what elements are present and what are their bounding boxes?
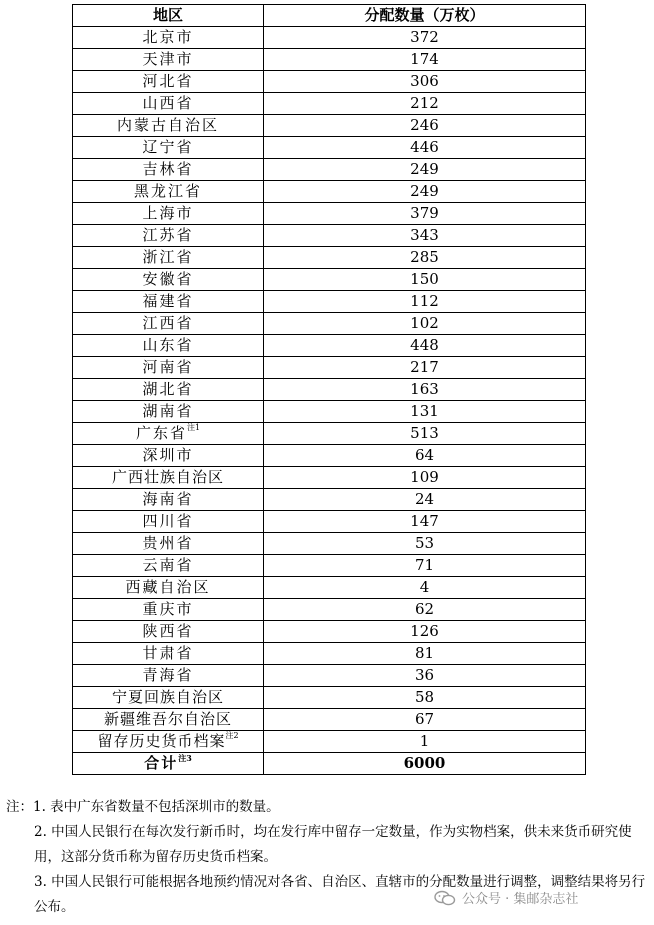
header-region: 地区 — [73, 5, 264, 27]
region-cell — [73, 489, 264, 511]
region-cell — [73, 599, 264, 621]
table-row — [73, 313, 586, 335]
quantity-cell: 109 — [264, 467, 586, 489]
region-cell — [73, 555, 264, 577]
region-name: 新疆维吾尔自治区 — [103, 710, 232, 728]
quantity-cell: 249 — [264, 159, 586, 181]
quantity-cell: 306 — [264, 71, 586, 93]
footnote-marker: 注1 — [186, 423, 201, 432]
region-cell — [73, 291, 264, 313]
region-name: 重庆市 — [142, 600, 194, 618]
region-name: 湖南省 — [142, 402, 194, 420]
region-name: 上海市 — [142, 204, 194, 222]
region-name: 海南省 — [142, 490, 194, 508]
header-quantity: 分配数量（万枚） — [264, 5, 586, 27]
region-cell — [73, 401, 264, 423]
table-row — [73, 159, 586, 181]
region-name: 合计 — [144, 754, 179, 772]
region-cell — [73, 687, 264, 709]
quantity-cell: 67 — [264, 709, 586, 731]
region-name: 陕西省 — [142, 622, 194, 640]
quantity-cell: 174 — [264, 49, 586, 71]
table-row — [73, 511, 586, 533]
region-cell — [73, 313, 264, 335]
table-row — [73, 27, 586, 49]
table-row — [73, 49, 586, 71]
region-name: 天津市 — [142, 50, 194, 68]
table-row — [73, 665, 586, 687]
total-quantity: 6000 — [264, 753, 586, 775]
region-cell — [73, 423, 264, 445]
quantity-cell: 163 — [264, 379, 586, 401]
quantity-cell: 62 — [264, 599, 586, 621]
table-row — [73, 731, 586, 753]
region-name: 贵州省 — [142, 534, 194, 552]
region-cell — [73, 665, 264, 687]
region-cell — [73, 247, 264, 269]
quantity-cell: 126 — [264, 621, 586, 643]
table-row — [73, 599, 586, 621]
table-body — [73, 27, 586, 775]
quantity-cell: 36 — [264, 665, 586, 687]
quantity-cell: 217 — [264, 357, 586, 379]
region-name: 江苏省 — [142, 226, 194, 244]
region-name: 湖北省 — [142, 380, 194, 398]
footnote-2: 2. 中国人民银行在每次发行新币时，均在发行库中留存一定数量，作为实物档案，供未来货币研究使用，这部分货币称为留存历史货币档案。 — [34, 824, 632, 865]
quantity-cell: 448 — [264, 335, 586, 357]
quantity-cell: 64 — [264, 445, 586, 467]
region-name: 广东省 — [135, 424, 187, 442]
quantity-cell: 150 — [264, 269, 586, 291]
table-row — [73, 137, 586, 159]
table-row — [73, 709, 586, 731]
quantity-cell: 1 — [264, 731, 586, 753]
region-name: 内蒙古自治区 — [116, 116, 219, 134]
quantity-cell: 58 — [264, 687, 586, 709]
region-cell — [73, 115, 264, 137]
region-name: 北京市 — [142, 28, 194, 46]
region-name: 福建省 — [142, 292, 194, 310]
region-name: 辽宁省 — [142, 138, 194, 156]
region-name: 河南省 — [142, 358, 194, 376]
table-row — [73, 93, 586, 115]
region-name: 深圳市 — [142, 446, 194, 464]
watermark-text: 公众号 · 集邮杂志社 — [462, 892, 579, 907]
table-row — [73, 291, 586, 313]
table-row — [73, 379, 586, 401]
region-cell — [73, 93, 264, 115]
region-name: 黑龙江省 — [133, 182, 202, 200]
quantity-cell: 102 — [264, 313, 586, 335]
region-name: 甘肃省 — [142, 644, 194, 662]
table-row — [73, 269, 586, 291]
region-cell — [73, 27, 264, 49]
region-cell — [73, 643, 264, 665]
total-label — [73, 753, 264, 775]
quantity-cell: 379 — [264, 203, 586, 225]
table-row — [73, 555, 586, 577]
footnote-3: 3. 中国人民银行可能根据各地预约情况对各省、自治区、直辖市的分配数量进行调整，调整结果将另行公布。 — [34, 874, 646, 915]
region-name: 吉林省 — [142, 160, 194, 178]
table-header-row — [73, 5, 586, 27]
region-cell — [73, 379, 264, 401]
region-name: 四川省 — [142, 512, 194, 530]
quantity-cell: 285 — [264, 247, 586, 269]
region-name: 江西省 — [142, 314, 194, 332]
region-cell — [73, 357, 264, 379]
region-cell — [73, 71, 264, 93]
region-cell — [73, 731, 264, 753]
table-row — [73, 181, 586, 203]
table-row — [73, 225, 586, 247]
region-cell — [73, 445, 264, 467]
table-row — [73, 489, 586, 511]
quantity-cell: 131 — [264, 401, 586, 423]
region-name: 山西省 — [142, 94, 194, 112]
quantity-cell: 249 — [264, 181, 586, 203]
quantity-cell: 372 — [264, 27, 586, 49]
quantity-cell: 4 — [264, 577, 586, 599]
region-name: 宁夏回族自治区 — [111, 688, 224, 706]
table-row — [73, 423, 586, 445]
quantity-cell: 343 — [264, 225, 586, 247]
quantity-cell: 212 — [264, 93, 586, 115]
table-row — [73, 401, 586, 423]
region-cell — [73, 49, 264, 71]
watermark — [434, 888, 578, 907]
footnote-marker: 注3 — [178, 753, 192, 763]
region-cell — [73, 137, 264, 159]
quantity-cell: 53 — [264, 533, 586, 555]
region-cell — [73, 511, 264, 533]
region-name: 青海省 — [142, 666, 194, 684]
wechat-icon — [434, 890, 456, 906]
region-cell — [73, 203, 264, 225]
region-name: 河北省 — [142, 72, 194, 90]
region-cell — [73, 709, 264, 731]
table-row — [73, 335, 586, 357]
table-row — [73, 115, 586, 137]
quantity-cell: 24 — [264, 489, 586, 511]
region-name: 浙江省 — [142, 248, 194, 266]
region-cell — [73, 181, 264, 203]
region-cell — [73, 225, 264, 247]
quantity-cell: 246 — [264, 115, 586, 137]
table-row — [73, 621, 586, 643]
table-row — [73, 445, 586, 467]
region-cell — [73, 533, 264, 555]
footnote-1: 注：1. 表中广东省数量不包括深圳市的数量。 — [6, 799, 280, 815]
region-name: 安徽省 — [142, 270, 194, 288]
table-row — [73, 71, 586, 93]
region-name: 山东省 — [142, 336, 194, 354]
quantity-cell: 81 — [264, 643, 586, 665]
table-row — [73, 357, 586, 379]
footnote-marker: 注2 — [225, 731, 239, 740]
table-row — [73, 577, 586, 599]
table-row — [73, 467, 586, 489]
region-name: 西藏自治区 — [125, 578, 211, 596]
quantity-cell: 446 — [264, 137, 586, 159]
region-cell — [73, 621, 264, 643]
table-row — [73, 533, 586, 555]
table-row — [73, 643, 586, 665]
table-row — [73, 247, 586, 269]
table-row — [73, 687, 586, 709]
region-name: 留存历史货币档案 — [97, 732, 226, 750]
region-cell — [73, 577, 264, 599]
region-cell — [73, 335, 264, 357]
table-row — [73, 203, 586, 225]
region-cell — [73, 467, 264, 489]
region-name: 广西壮族自治区 — [111, 468, 224, 486]
quantity-cell: 112 — [264, 291, 586, 313]
region-cell — [73, 159, 264, 181]
region-name: 云南省 — [142, 556, 194, 574]
quantity-cell: 147 — [264, 511, 586, 533]
quantity-cell: 71 — [264, 555, 586, 577]
total-row — [73, 753, 586, 775]
quantity-cell: 513 — [264, 423, 586, 445]
distribution-table — [72, 4, 586, 775]
region-cell — [73, 269, 264, 291]
